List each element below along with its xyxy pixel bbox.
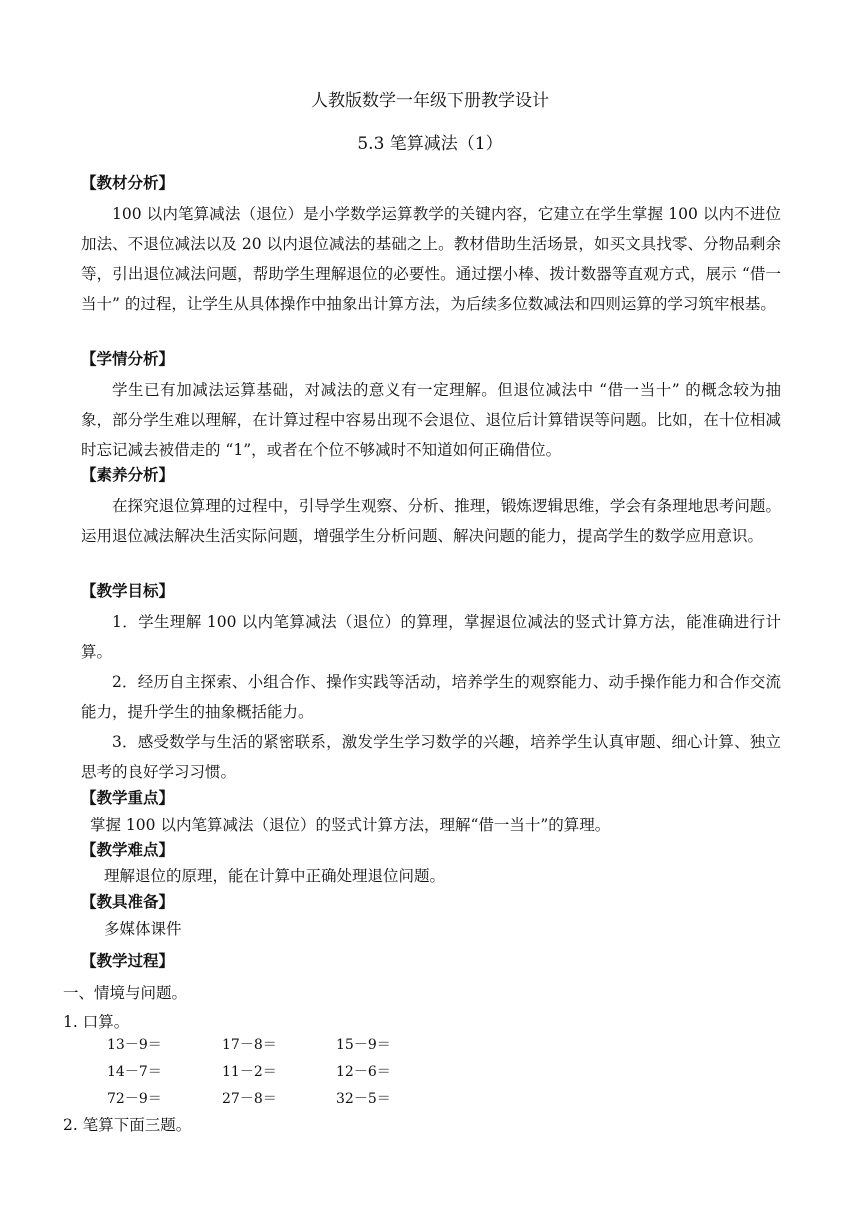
process-step-1: 一、情境与问题。 <box>63 984 188 1002</box>
oral-calc-item: 12－6＝ <box>336 1064 391 1080</box>
textbook-analysis-text: 100 以内笔算减法（退位）是小学数学运算教学的关键内容，它建立在学生掌握 100 以内不进位加法、不退位减法以及 20 以内退位减法的基础之上。教材借助生活场景，如买文具找零、分物品剩余等，引出退位减法问题，帮助学生理解退位的必要性。通过摆小棒、拨计数器等直观方式，展示 “借一当十” 的过程，让学生从具体操作中抽象出计算方法，为后续多位数减法和四则运算的学习筑牢根基。 <box>81 205 781 313</box>
heading-student-analysis: 【学情分析】 <box>81 350 175 368</box>
key-points-text: 掌握 100 以内笔算减法（退位）的竖式计算方法，理解“借一当十”的算理。 <box>90 816 611 834</box>
oral-calc-item: 13－9＝ <box>107 1037 162 1053</box>
student-analysis-text: 学生已有加减法运算基础，对减法的意义有一定理解。但退位减法中 “借一当十” 的概念较为抽象，部分学生难以理解，在计算过程中容易出现不会退位、退位后计算错误等问题。比如，在十位相减时忘记减去被借走的 “1”，或者在个位不够减时不知道如何正确借位。 <box>81 381 781 459</box>
written-calc-label: 2. 笔算下面三题。 <box>63 1116 192 1134</box>
document-title: 人教版数学一年级下册教学设计 <box>311 91 549 111</box>
goal-item: 1．学生理解 100 以内笔算减法（退位）的算理，掌握退位减法的竖式计算方法，能准确进行计算。 <box>81 613 781 661</box>
lesson-title: 5.3 笔算减法（1） <box>357 134 503 154</box>
oral-calc-item: 32－5＝ <box>336 1091 391 1107</box>
heading-competency-analysis: 【素养分析】 <box>81 466 175 484</box>
heading-teaching-process: 【教学过程】 <box>81 952 175 970</box>
oral-calc-item: 15－9＝ <box>336 1037 391 1053</box>
oral-calc-item: 14－7＝ <box>107 1064 162 1080</box>
heading-teaching-goals: 【教学目标】 <box>81 582 175 600</box>
heading-difficult-points: 【教学难点】 <box>81 841 175 859</box>
teaching-aids-text: 多媒体课件 <box>104 920 182 938</box>
goal-item: 3．感受数学与生活的紧密联系，激发学生学习数学的兴趣，培养学生认真审题、细心计算、独立思考的良好学习习惯。 <box>81 733 781 781</box>
oral-calc-item: 27－8＝ <box>222 1091 277 1107</box>
oral-calc-item: 11－2＝ <box>222 1064 277 1080</box>
heading-teaching-aids: 【教具准备】 <box>81 893 175 911</box>
oral-calc-item: 72－9＝ <box>107 1091 162 1107</box>
difficult-points-text: 理解退位的原理，能在计算中正确处理退位问题。 <box>104 867 446 885</box>
heading-key-points: 【教学重点】 <box>81 789 175 807</box>
oral-calc-item: 17－8＝ <box>222 1037 277 1053</box>
competency-analysis-text: 在探究退位算理的过程中，引导学生观察、分析、推理，锻炼逻辑思维，学会有条理地思考问题。运用退位减法解决生活实际问题，增强学生分析问题、解决问题的能力，提高学生的数学应用意识。 <box>81 497 781 545</box>
oral-calc-label: 1. 口算。 <box>63 1013 130 1031</box>
goal-item: 2．经历自主探索、小组合作、操作实践等活动，培养学生的观察能力、动手操作能力和合作交流能力，提升学生的抽象概括能力。 <box>81 673 781 721</box>
heading-textbook-analysis: 【教材分析】 <box>81 174 175 192</box>
